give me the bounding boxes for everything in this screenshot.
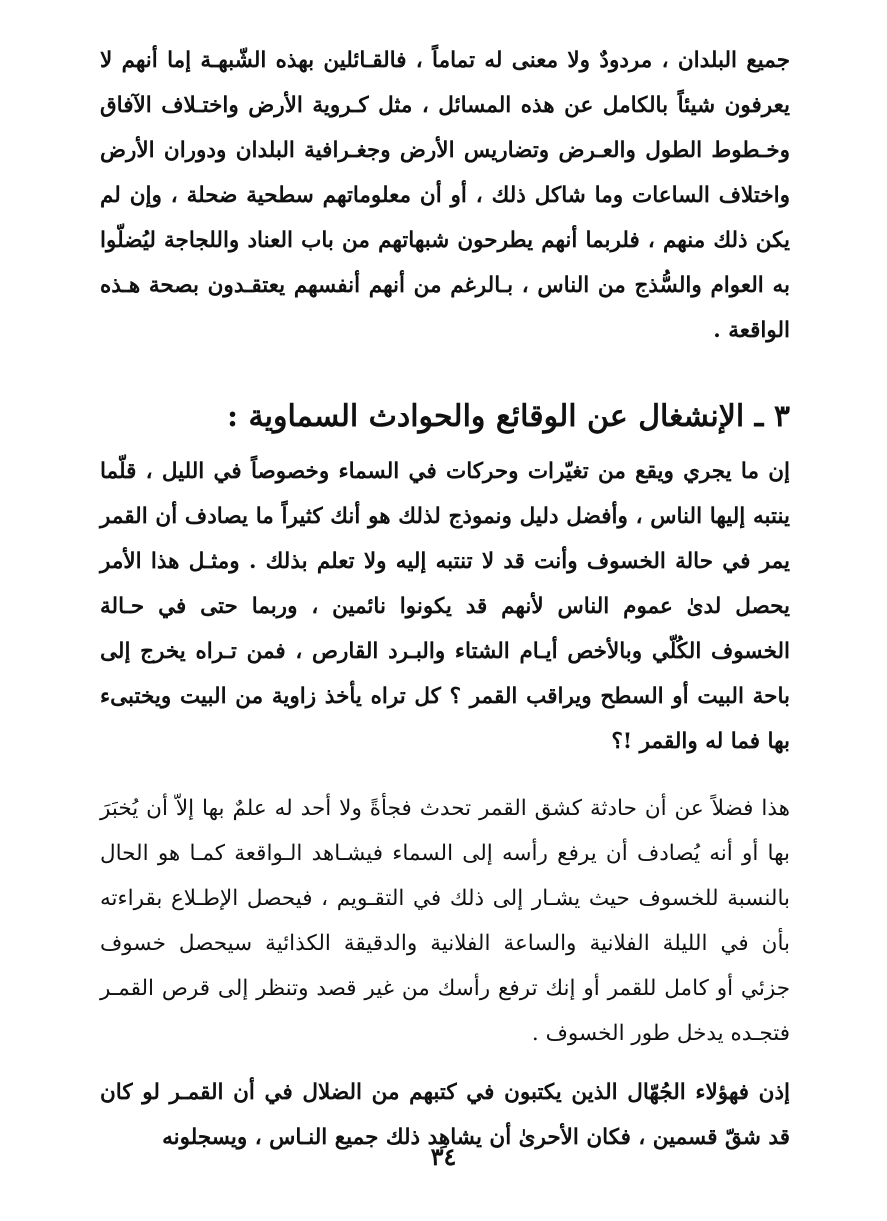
page-number: ٣٤ [430, 1142, 457, 1171]
section-heading: ٣ ـ الإنشغال عن الوقائع والحوادث السماوية : [227, 399, 790, 434]
paragraph-continued: جميع البلدان ، مردودٌ ولا معنى له تماماً ، فالقـائلين بهذه الشّبهـة إما أنهم لا يعرفون شيئاً بالكامل عن هذه المسائل ، مثل كـروية الأرض واختـلاف الآفاق وخـطوط الطول والعـرض وتضاريس الأرض وجغـرافية البلدان ودوران الأرض واختلاف الساعات وما شاكل ذلك ، أو أن معلوماتهم سطحية ضحلة ، وإن لم يكن ذلك منهم ، فلربما أنهم يطرحون شبهاتهم من باب العناد واللجاجة ليُضلّوا به العوام والسُّذج من الناس ، بـالرغم من أنهم أنفسهم يعتقـدون بصحة هـذه الواقعة . [100, 48, 790, 343]
paragraph-moon-split: هذا فضلاً عن أن حادثة كشق القمر تحدث فجأةً ولا أحد له علمٌ بها إلاّ أن يُخبَرَ بها أو أنه يُصادف أن يرفع رأسه إلى السماء فيشـاهد الـواقعة كمـا هو الحال بالنسبة للخسوف حيث يشـار إلى ذلك في التقـويم ، فيحصل الإطـلاع بقراءته بأن في الليلة الفلانية والساعة الفلانية والدقيقة الكذائية سيحصل خسوف جزئي أو كامل للقمر أو إنك ترفع رأسك من غير قصد وتنظر إلى قرص القمـر فتجـده يدخل طور الخسوف . [100, 796, 790, 1046]
paragraph-section-intro: إن ما يجري ويقع من تغيّرات وحركات في السماء وخصوصاً في الليل ، قلّما ينتبه إليها الناس ، وأفضل دليل ونموذج لذلك هو أنك كثيراً ما يصادف أن القمر يمر في حالة الخسوف وأنت قد لا تنتبه إليه ولا تعلم بذلك . ومثـل هذا الأمر يحصل لدىٰ عموم الناس لأنهم قد يكونوا نائمين ، وربما حتى في حـالة الخسوف الكُلّي وبالأخص أيـام الشتاء والبـرد القارص ، فمن تـراه يخرج إلى باحة البيت أو السطح ويراقب القمر ؟ كل تراه يأخذ زاوية من البيت ويختبىء بها فما له والقمر !؟ [100, 459, 790, 754]
page-body [100, 38, 790, 1160]
paragraph-ignorant-writers: إذن فهؤلاء الجُهّال الذين يكتبون في كتبهم من الضلال في أن القمـر لو كان قد شقّ قسمين ، فكان الأحرىٰ أن يشاهِد ذلك جميع النـاس ، ويسجلونه [100, 1080, 790, 1150]
